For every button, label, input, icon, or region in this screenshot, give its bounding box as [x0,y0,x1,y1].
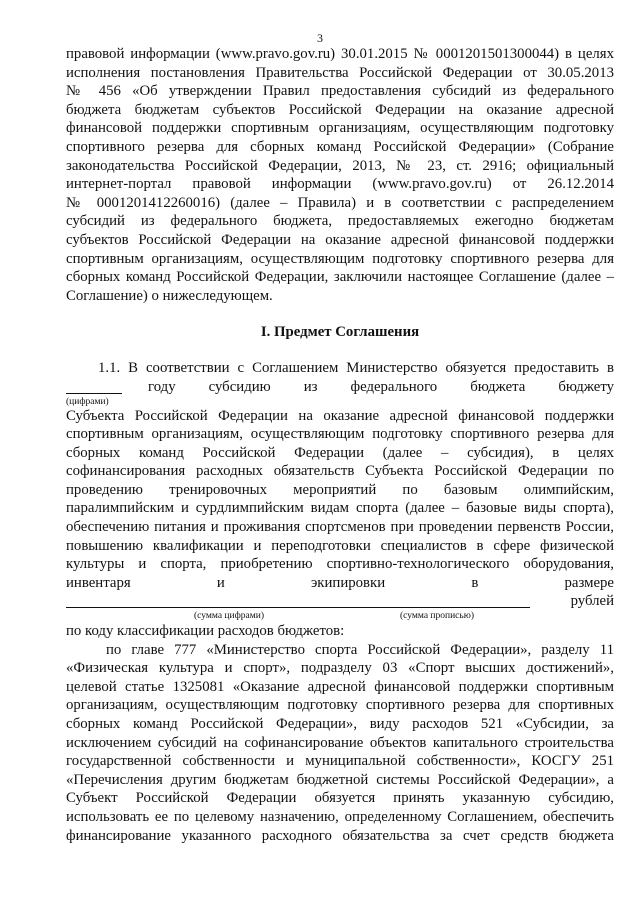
year-blank-line [66,393,122,394]
clause-blank-text: году субсидию из федерального бюджета бюджету [148,378,614,395]
text-line: организациям, осуществляющим подготовку спортивного резерва для спортивных [66,697,614,714]
text-line: правовой информации (www.pravo.gov.ru) 30.01.2015 № 0001201501300044) в целях [66,46,614,62]
text-line: финансовой поддержки спортивным организациям, осуществляющим подготовку [66,120,614,137]
document-body [66,45,614,845]
text-line: законодательства Российской Федерации, 2013, № 23, ст. 2916; официальный [66,157,614,174]
text-line: сборных команд Российской Федерации (далее – субсидия), в целях [66,444,614,461]
text-line: финансирование указанного расходного обязательства за счет средств бюджета [66,827,614,844]
text-line: исполнения постановления Правительства Российской Федерации от 30.05.2013 [66,64,614,81]
sum-rubles: рублей [570,593,614,610]
text-line: обеспечению питания и проживания спортсменов при проведении первенств России, [66,519,614,536]
text-line: сборных команд Российской Федерации», виду расходов 521 «Субсидии, за [66,716,614,732]
sum-hints [66,611,614,622]
page-number: 3 [317,31,323,45]
clause-first-line: 1.1. В соответствии с Соглашением Министерство обязуется предоставить в [98,360,614,377]
chapter-first-line: по главе 777 «Министерство спорта Российской Федерации», разделу 11 [106,641,614,658]
text-line: бюджета бюджетам субъектов Российской Федерации на оказание адресной [66,101,614,118]
hint-sum-words: (сумма прописью) [400,611,474,622]
text-line: субсидий из федерального бюджета, предоставляемых ежегодно бюджетам [66,213,614,230]
text-line: сборных команд Российской Федерации, заключили настоящее Соглашение (далее – [66,269,614,286]
year-blank-row [66,378,614,397]
text-line: «Физическая культура и спорт», подразделу 03 «Спорт высших достижений», [66,660,614,677]
text-line: проведению тренировочных мероприятий по базовым олимпийским, [66,481,614,498]
text-line: использовать ее по целевому назначению, определенному Соглашением, обеспечить [66,808,614,825]
text-line: спортивного резерва для сборных команд Российской Федерации» (Собрание [66,138,614,155]
text-line: государственной собственности и муниципальной собственности», КОСГУ 251 [66,753,614,770]
chapter-paragraph [66,659,614,845]
text-line: паралимпийским и сурдлимпийским видам спорта (далее – базовые виды спорта), [66,500,614,517]
intro-paragraph [66,45,614,287]
intro-last-line: Соглашение) о нижеследующем. [66,287,273,304]
text-line: № 0001201412260016) (далее – Правила) и в соответствии с распределением [66,194,614,211]
text-line: «Перечисления другим бюджетам бюджетной системы Российской Федерации», а [66,771,614,788]
text-line: субъектов Российской Федерации на оказание адресной финансовой поддержки [66,231,614,248]
text-line: Субъекта Российской Федерации на оказание адресной финансовой поддержки [66,407,614,424]
hint-digits: (цифрами) [66,396,109,407]
sum-blank-line [66,607,530,608]
text-line: культуры и спорта, приобретению спортивно-технологического оборудования, [66,556,614,573]
text-line: повышению квалификации и переподготовки специалистов в сфере физической [66,537,614,554]
text-line: исключением субсидий на софинансирование объектов капитального строительства [66,734,614,751]
hint-sum-digits: (сумма цифрами) [194,611,264,622]
text-line: Субъект Российской Федерации обязуется принять указанную субсидию, [66,790,614,807]
text-line: спортивным организациям, осуществляющим подготовку спортивного резерва для [66,426,614,443]
text-line: интернет-портал правовой информации (www.pravo.gov.ru) от 26.12.2014 [66,176,614,193]
sum-row [66,592,614,611]
text-line: инвентаря и экипировки в размере [66,574,614,591]
text-line: целевой статье 1325081 «Оказание адресной финансовой поддержки спортивным [66,678,614,695]
text-line: № 456 «Об утверждении Правил предоставления субсидий из федерального [66,83,614,100]
budget-code-line: по коду классификации расходов бюджетов: [66,623,345,640]
clause-paragraph [66,407,614,593]
section-title: I. Предмет Соглашения [260,324,420,341]
text-line: спортивным организациям, осуществляющим подготовку спортивного резерва для [66,250,614,267]
text-line: софинансирования расходных обязательств Субъекта Российской Федерации по [66,463,614,480]
